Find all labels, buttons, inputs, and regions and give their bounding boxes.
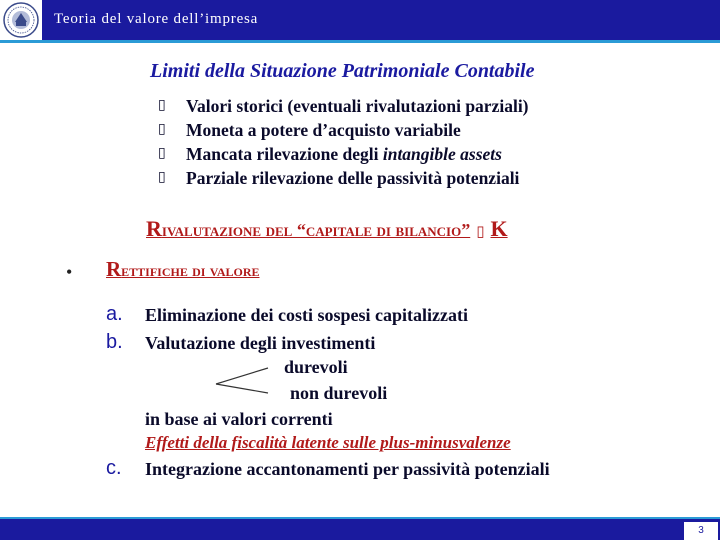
bullet-box-icon: ▯: [476, 222, 485, 240]
bullet-box-icon: ▯: [158, 97, 166, 113]
bullet-box-icon: ▯: [158, 169, 166, 185]
list-item-text: Parziale rilevazione delle passività potenziali: [186, 168, 520, 188]
item-label-a: a.: [106, 303, 123, 325]
university-seal-logo: [0, 0, 42, 40]
rivalutazione-heading: Rivalutazione del “capitale di bilancio” ▯ K: [146, 216, 508, 241]
durevoli-text: durevoli: [284, 357, 348, 377]
non-durevoli-text: non durevoli: [290, 383, 388, 403]
list-item-text: Moneta a potere d’acquisto variabile: [186, 120, 461, 140]
valori-correnti-text: in base ai valori correnti: [145, 409, 333, 429]
slide-title: Limiti della Situazione Patrimoniale Contabile: [150, 60, 535, 82]
intangible-assets-term: intangible assets: [382, 144, 502, 164]
item-c-text: Integrazione accantonamenti per passività potenziali: [145, 459, 550, 479]
item-label-b: b.: [106, 331, 123, 353]
branch-lines: [212, 362, 272, 402]
effetti-text: Effetti della fiscalità latente sulle plus-minusvalenze: [145, 433, 511, 452]
header-title: Teoria del valore dell’impresa: [54, 11, 259, 27]
header-accent-line: [0, 40, 720, 43]
bullet-box-icon: ▯: [158, 145, 166, 161]
bullet-dot: •: [66, 262, 73, 282]
footer-bar: [0, 519, 720, 540]
item-b-text: Valutazione degli investimenti: [145, 333, 376, 353]
rettifiche-heading: Rettifiche di valore: [106, 257, 260, 281]
item-label-c: c.: [106, 457, 122, 479]
page-number: 3: [684, 522, 718, 540]
list-item-text: Valori storici (eventuali rivalutazioni parziali): [186, 96, 529, 116]
list-item-text: Mancata rilevazione degli intangible assets: [186, 144, 502, 164]
item-a-text: Eliminazione dei costi sospesi capitalizzati: [145, 305, 468, 325]
bullet-box-icon: ▯: [158, 121, 166, 137]
